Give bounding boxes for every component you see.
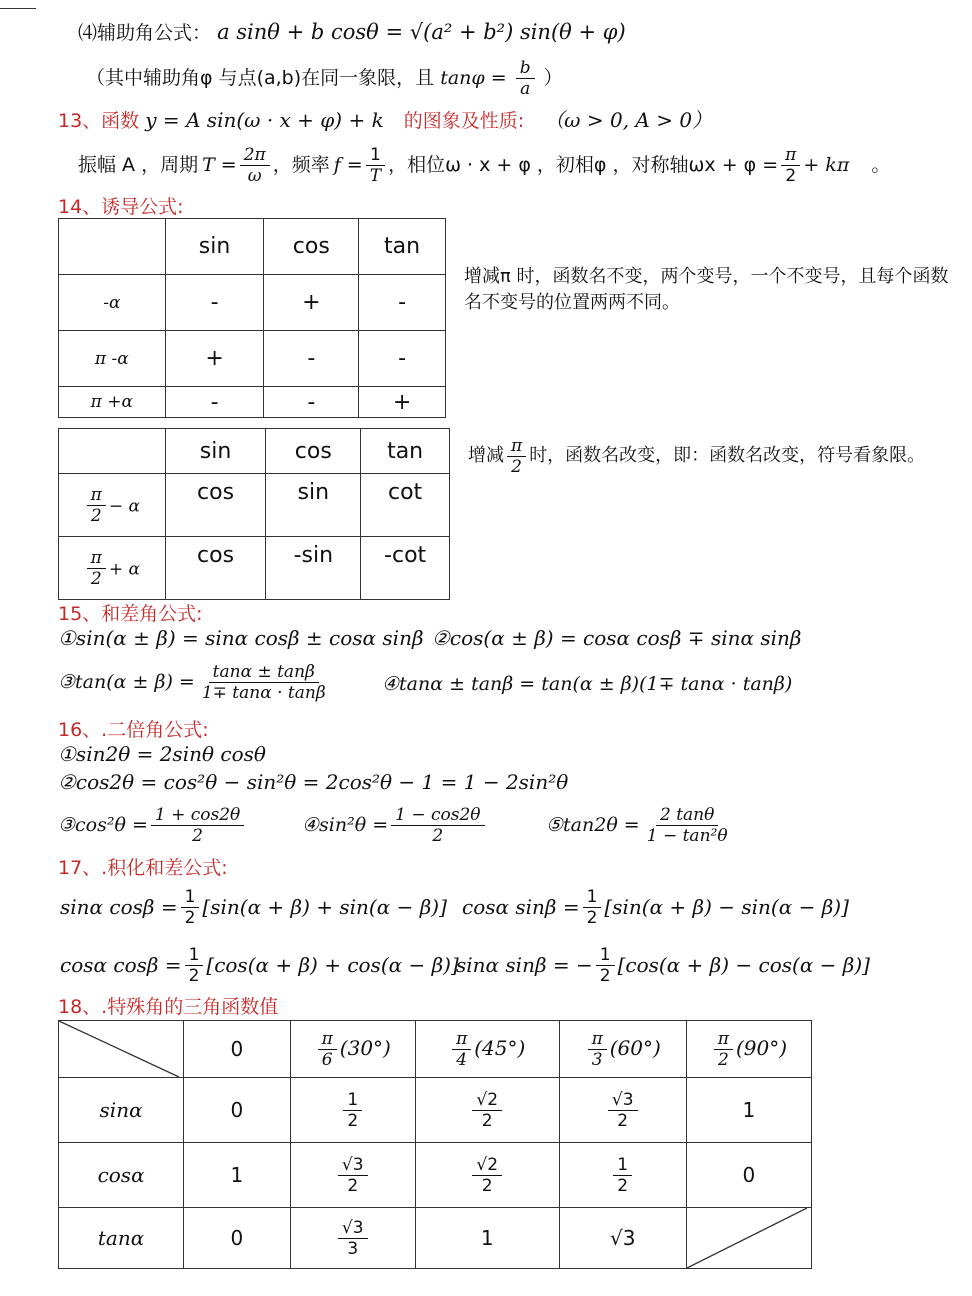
half-fraction: $\frac{1}{2}$: [185, 945, 204, 986]
formula-fraction: $\frac{2 \tan\theta}{\text{1 − tan²θ}}$: [646, 804, 728, 846]
row-label: π -α: [59, 331, 166, 387]
fraction-numerator: 1: [366, 145, 385, 166]
formula-fraction: $\frac{\tan\alpha \pm \tan\beta}{1\mp \tan\alpha \cdot \tan\beta}$: [201, 661, 326, 703]
table-cell: sin: [266, 474, 361, 537]
section-17-title: 17、.积化和差公式:: [58, 857, 228, 879]
table-cell: 1: [686, 1078, 811, 1143]
note-text: 增减: [468, 445, 504, 466]
row-label-op: + α: [108, 559, 140, 579]
diagonal-corner-cell: [59, 1021, 184, 1078]
formula-rhs: [sin(α + β) − sin(α − β)]: [604, 895, 849, 919]
product-cos-cos: [60, 938, 459, 992]
period-fraction: [240, 145, 270, 186]
table-header-cell: sin: [165, 429, 266, 474]
table-cell: -: [359, 331, 446, 387]
aux-angle-formula: a sinθ + b cosθ = √(a² + b²) sin(θ + φ): [217, 20, 626, 44]
section-14-title: 14、诱导公式:: [58, 196, 184, 218]
table-row: [59, 1208, 812, 1269]
double-cos-formula: ②cos2θ = cos²θ − sin²θ = 2cos²θ − 1 = 1 − 2sin²θ: [58, 770, 569, 794]
row-label-op: − α: [108, 496, 140, 516]
table-cell: +: [165, 331, 264, 387]
pi-over-2-fraction: π 2: [507, 436, 526, 477]
table-cell: cot: [361, 474, 450, 537]
note-text: 时，函数名改变，即：函数名改变，符号看象限。: [529, 445, 926, 466]
table-cell: 1: [415, 1208, 559, 1269]
formula-lhs: ④sin²θ =: [302, 814, 389, 836]
table-header-cell: cos: [264, 219, 359, 275]
fraction-denominator: 2: [785, 165, 797, 186]
formula-lhs: cosα sinβ =: [462, 895, 580, 919]
sum-cos-formula: ②cos(α ± β) = cosα cosβ ∓ sinα sinβ: [432, 626, 802, 650]
formula-lhs: cosα cosβ =: [60, 953, 182, 977]
formula-rhs: [cos(α + β) + cos(α − β)]: [206, 953, 459, 977]
pi-over-2-fraction: [781, 145, 800, 186]
table-cell: +: [264, 275, 359, 331]
table-cell: 0: [686, 1143, 811, 1208]
table-row: [59, 387, 446, 418]
table-cell: $\frac{√2}{2}$: [415, 1078, 559, 1143]
header-cell: 0: [184, 1021, 291, 1078]
fraction-numerator: π: [781, 145, 800, 166]
tan-sum-identity: ④tanα ± tanβ = tan(α ± β)(1∓ tanα · tanβ): [382, 673, 793, 695]
table-cell: $\frac{1}{2}$: [290, 1078, 415, 1143]
row-label: -α: [59, 275, 166, 331]
formula-rhs: [sin(α + β) + sin(α − β)]: [202, 895, 447, 919]
section-18-title: 18、.特殊角的三角函数值: [58, 996, 279, 1018]
half-fraction: $\frac{1}{2}$: [596, 945, 615, 986]
table-cell: -cot: [361, 537, 450, 600]
fraction-numerator: b: [516, 58, 535, 79]
pi-over-2-fraction: $\frac{\pi}{2}$: [87, 485, 106, 526]
table-cell: -sin: [266, 537, 361, 600]
formula-rhs: [cos(α + β) − cos(α − β)]: [617, 953, 870, 977]
sum-sin-formula: ①sin(α ± β) = sinα cosβ ± cosα sinβ: [58, 626, 424, 650]
phase-axis-text: ，相位ω · x + φ ，初相φ ，对称轴ωx + φ =: [388, 154, 779, 176]
double-sin-formula: ①sin2θ = 2sinθ cosθ: [58, 742, 266, 766]
formula-lhs: sinα cosβ =: [60, 895, 178, 919]
sum-tan-formula: [58, 656, 333, 708]
product-cos-sin: [462, 880, 849, 934]
section-16-title: 16、.二倍角公式:: [58, 719, 209, 741]
product-sin-sin: [456, 938, 870, 992]
aux-angle-label: ⑷辅助角公式：: [78, 22, 212, 44]
header-cell: $\frac{\pi}{2}$ (90°): [686, 1021, 811, 1078]
table-cell: -: [264, 331, 359, 387]
table-header-row: [59, 1021, 812, 1078]
b-over-a-fraction: [516, 58, 535, 99]
aux-angle-note: [86, 58, 563, 99]
table-header-cell: sin: [165, 219, 264, 275]
table-cell: $\frac{1}{2}$: [559, 1143, 686, 1208]
aux-angle-line: [78, 20, 626, 45]
frequency-text: ，频率: [272, 154, 330, 176]
table-header-cell: tan: [361, 429, 450, 474]
table-header-cell: tan: [359, 219, 446, 275]
formula-lhs: ⑤tan2θ =: [546, 814, 640, 836]
k-pi-term: + kπ: [803, 154, 850, 176]
table-cell: √3: [559, 1208, 686, 1269]
table-row: [59, 474, 450, 537]
page-corner-mark: [0, 0, 36, 9]
section-13-heading: [58, 108, 712, 133]
row-label: [59, 537, 166, 600]
cos-squared-formula: [58, 798, 247, 852]
formula-lhs: sinα sinβ = −: [456, 953, 593, 977]
period-label: T =: [202, 154, 237, 176]
frequency-fraction: [366, 145, 385, 186]
formula-fraction: $\frac{1 - \cos 2\theta}{2}$: [391, 805, 484, 846]
row-label: π +α: [59, 387, 166, 418]
undefined-cell: [686, 1208, 811, 1269]
pi-over-2-fraction: $\frac{\pi}{2}$: [87, 548, 106, 589]
induction-table-1: [58, 218, 446, 418]
table-cell: -: [165, 387, 264, 418]
table-cell: [59, 429, 166, 474]
amplitude-period-text: 振幅 A ，周期: [78, 154, 199, 176]
row-label: tanα: [59, 1208, 184, 1269]
diagonal-line: [59, 1021, 179, 1077]
section-13-properties: [78, 140, 890, 190]
table-row: [59, 331, 446, 387]
table-header-cell: cos: [266, 429, 361, 474]
table-cell: -: [359, 275, 446, 331]
sin-squared-formula: [302, 798, 488, 852]
tan-phi-label: tanφ =: [440, 67, 507, 89]
aux-angle-note-close: ）: [543, 67, 563, 89]
diagonal-line: [687, 1208, 807, 1268]
table-cell: 0: [184, 1078, 291, 1143]
header-cell: $\frac{\pi}{3}$ (60°): [559, 1021, 686, 1078]
table-header-row: [59, 429, 450, 474]
formula-lhs: ③cos²θ =: [58, 814, 148, 836]
table-cell: cos: [165, 474, 266, 537]
table-cell: cos: [165, 537, 266, 600]
fraction-denominator: a: [520, 79, 531, 99]
table-row: [59, 1143, 812, 1208]
row-label: cosα: [59, 1143, 184, 1208]
induction-note-2: [468, 434, 925, 478]
row-label: [59, 474, 166, 537]
table-cell: 0: [184, 1208, 291, 1269]
table-cell: $\frac{√3}{2}$: [559, 1078, 686, 1143]
half-fraction: $\frac{1}{2}$: [583, 887, 602, 928]
table-cell: -: [165, 275, 264, 331]
period-mark: 。: [871, 154, 891, 176]
table-cell: $\frac{√3}{2}$: [290, 1143, 415, 1208]
induction-note-1: 增减π 时，函数名不变，两个变号，一个不变号，且每个函数名不变号的位置两两不同。: [464, 266, 949, 313]
table-row: [59, 537, 450, 600]
frequency-label: f =: [333, 154, 363, 176]
table-row: [59, 1078, 812, 1143]
table-row: [59, 275, 446, 331]
table-cell: $\frac{√3}{3}$: [290, 1208, 415, 1269]
half-fraction: $\frac{1}{2}$: [181, 887, 200, 928]
table-cell: -: [264, 387, 359, 418]
fraction-denominator: T: [369, 165, 382, 186]
sinusoid-formula: y = A sin(ω · x + φ) + k: [145, 108, 384, 132]
table-cell: +: [359, 387, 446, 418]
section-13-title-suffix: 的图象及性质:: [403, 110, 525, 132]
table-cell: [59, 219, 166, 275]
fraction-numerator: 2π: [240, 145, 270, 166]
table-cell: 1: [184, 1143, 291, 1208]
formula-fraction: $\frac{1 + \cos 2\theta}{2}$: [151, 805, 244, 846]
fraction-denominator: ω: [247, 165, 262, 186]
double-tan-formula: [546, 798, 735, 852]
induction-table-2: [58, 428, 450, 600]
section-13-title: 13、函数: [58, 110, 140, 132]
table-cell: $\frac{√2}{2}$: [415, 1143, 559, 1208]
special-angle-table: [58, 1020, 812, 1269]
header-cell: $\frac{\pi}{6}$ (30°): [290, 1021, 415, 1078]
row-label: sinα: [59, 1078, 184, 1143]
aux-angle-note-text: （其中辅助角φ 与点(a,b)在同一象限，且: [86, 67, 435, 89]
header-cell: $\frac{\pi}{4}$ (45°): [415, 1021, 559, 1078]
table-header-row: [59, 219, 446, 275]
formula-lhs: ③tan(α ± β) =: [58, 671, 195, 693]
product-sin-cos: [60, 880, 447, 934]
section-13-condition: （ω > 0, A > 0）: [544, 108, 713, 132]
section-15-title: 15、和差角公式:: [58, 603, 203, 625]
